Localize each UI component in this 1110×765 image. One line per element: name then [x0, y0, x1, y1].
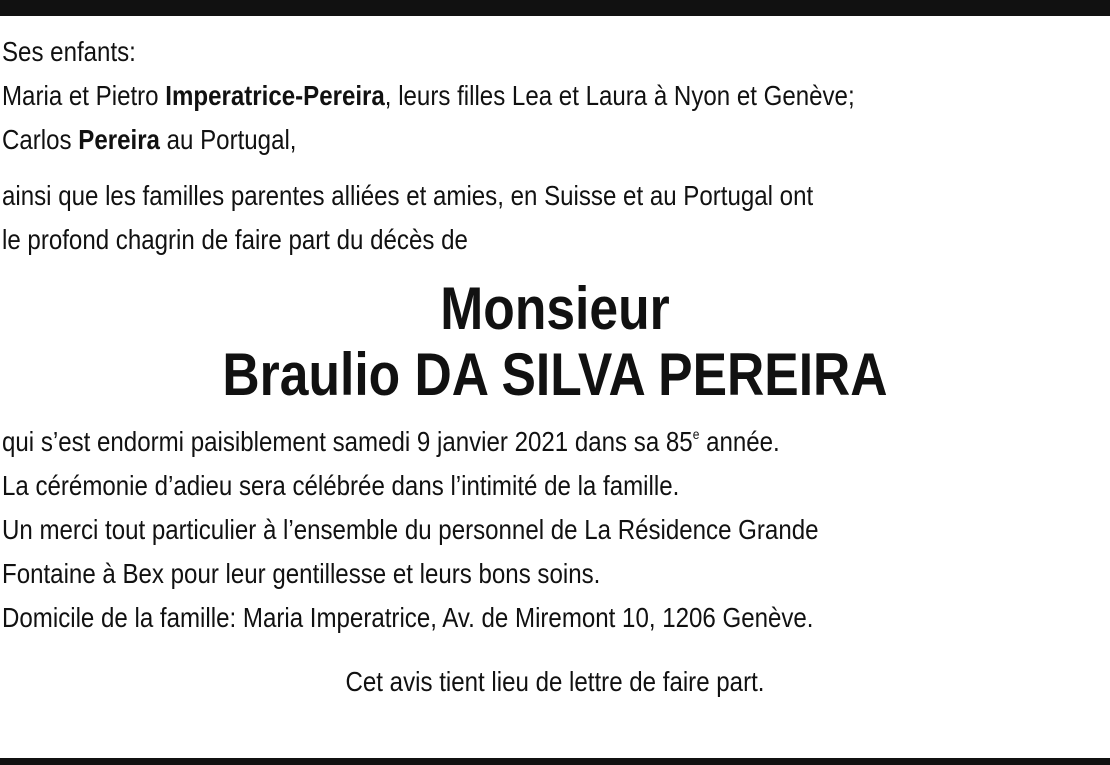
- deceased-title: [79, 276, 1030, 408]
- death-line: qui s’est endormi paisiblement samedi 9 janvier 2021 dans sa 85e année.: [2, 426, 780, 457]
- family-line-1: Maria et Pietro Imperatrice-Pereira, leurs filles Lea et Laura à Nyon et Genève;: [2, 80, 855, 111]
- domicile-line: Domicile de la famille: Maria Imperatrice, Av. de Miremont 10, 1206 Genève.: [2, 602, 814, 633]
- closing-note: Cet avis tient lieu de lettre de faire part.: [345, 666, 765, 697]
- bottom-rule: [0, 758, 1110, 765]
- obituary-notice: [2, 30, 1108, 704]
- ceremony-line: La cérémonie d’adieu sera célébrée dans l’intimité de la famille.: [2, 470, 680, 501]
- announcement-line-2: le profond chagrin de faire part du décès de: [2, 224, 468, 255]
- announcement-paragraph: [2, 174, 953, 262]
- announcement-line-1: ainsi que les familles parentes alliées et amies, en Suisse et au Portugal ont: [2, 180, 814, 211]
- thanks-line-1: Un merci tout particulier à l’ensemble du personnel de La Résidence Grande: [2, 514, 819, 545]
- family-line-2: Carlos Pereira au Portugal,: [2, 124, 297, 155]
- details-paragraph: [2, 420, 953, 640]
- top-rule: [0, 0, 1110, 16]
- deceased-honorific: Monsieur: [440, 275, 670, 342]
- family-name-bold: Imperatrice-Pereira: [165, 80, 385, 111]
- family-paragraph: [2, 30, 953, 162]
- family-name-bold: Pereira: [78, 124, 160, 155]
- family-intro: Ses enfants:: [2, 36, 136, 67]
- deceased-name: Braulio DA SILVA PEREIRA: [222, 341, 888, 408]
- thanks-line-2: Fontaine à Bex pour leur gentillesse et leurs bons soins.: [2, 558, 601, 589]
